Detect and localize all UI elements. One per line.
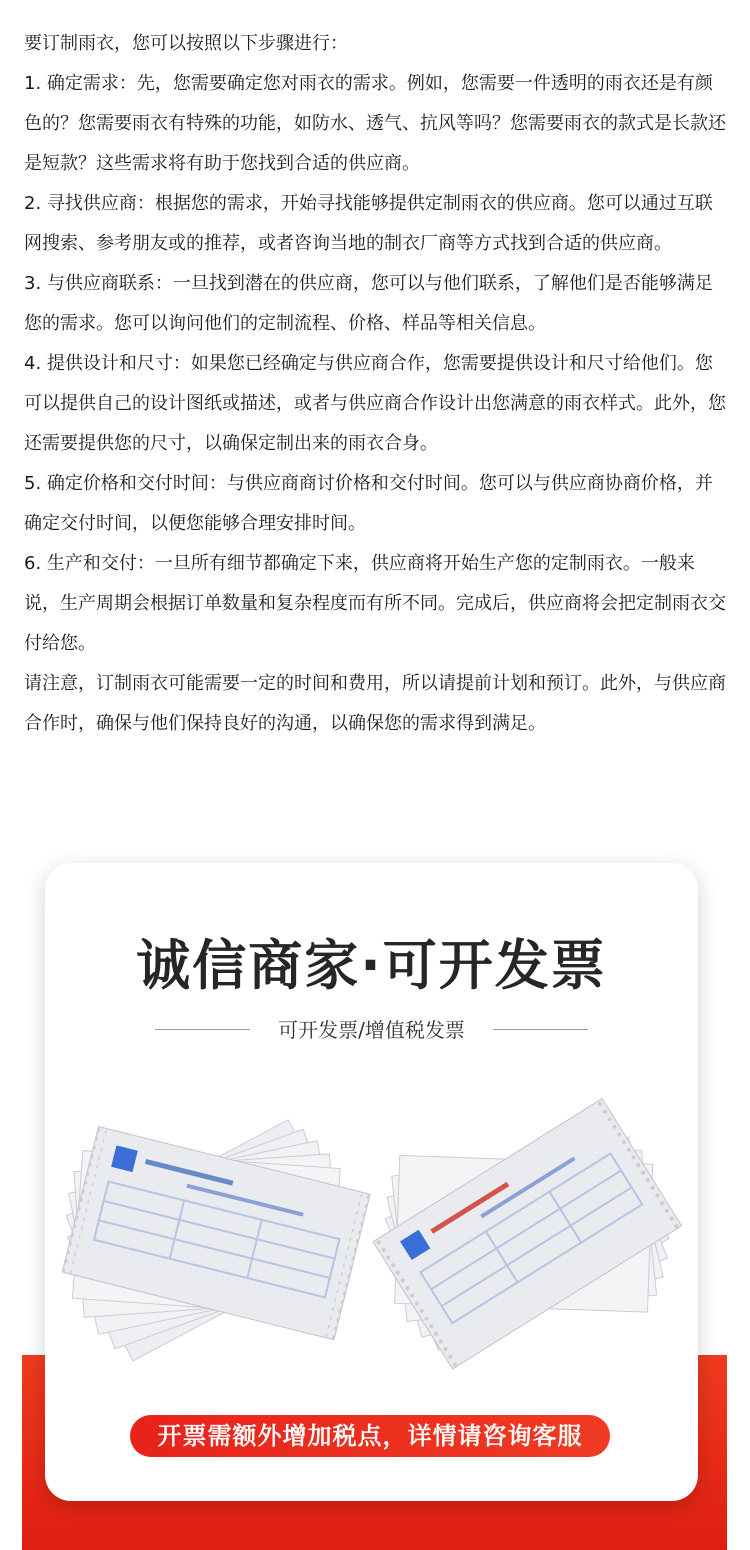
article xyxy=(24,24,729,744)
invoice-banner xyxy=(22,835,727,1550)
invoice-stack-illustration xyxy=(45,1088,698,1388)
article-step-2: 2. 寻找供应商：根据您的需求，开始寻找能够提供定制雨衣的供应商。您可以通过互联网搜索、参考朋友或的推荐，或者咨询当地的制衣厂商等方式找到合适的供应商。 xyxy=(24,193,713,254)
invoice-notice-badge: 开票需额外增加税点，详情请咨询客服 xyxy=(130,1415,610,1457)
article-step-4: 4. 提供设计和尺寸：如果您已经确定与供应商合作，您需要提供设计和尺寸给他们。您可以提供自己的设计图纸或描述，或者与供应商合作设计出您满意的雨衣样式。此外，您还需要提供您的尺寸，以确保定制出来的雨衣合身。 xyxy=(24,353,726,454)
banner-title: 诚信商家·可开发票 xyxy=(136,934,607,997)
article-step-3: 3. 与供应商联系：一旦找到潜在的供应商，您可以与他们联系，了解他们是否能够满足您的需求。您可以询问他们的定制流程、价格、样品等相关信息。 xyxy=(24,273,713,334)
article-intro: 要订制雨衣，您可以按照以下步骤进行： xyxy=(24,33,348,54)
subtitle-divider-right xyxy=(493,1029,588,1030)
article-step-1: 1. 确定需求：先，您需要确定您对雨衣的需求。例如，您需要一件透明的雨衣还是有颜色的？您需要雨衣有特殊的功能，如防水、透气、抗风等吗？您需要雨衣的款式是长款还是短款？这些需求将有助于您找到合适的供应商。 xyxy=(24,73,726,174)
article-step-5: 5. 确定价格和交付时间：与供应商商讨价格和交付时间。您可以与供应商协商价格，并确定交付时间，以便您能够合理安排时间。 xyxy=(24,473,713,534)
banner-subtitle-row xyxy=(45,1015,698,1045)
invoice-stack-right xyxy=(373,1099,681,1369)
article-note: 请注意，订制雨衣可能需要一定的时间和费用，所以请提前计划和预订。此外，与供应商合作时，确保与他们保持良好的沟通，以确保您的需求得到满足。 xyxy=(24,673,726,734)
article-step-6: 6. 生产和交付：一旦所有细节都确定下来，供应商将开始生产您的定制雨衣。一般来说，生产周期会根据订单数量和复杂程度而有所不同。完成后，供应商将会把定制雨衣交付给您。 xyxy=(24,553,726,654)
banner-subtitle: 可开发票/增值税发票 xyxy=(278,1018,465,1042)
banner-card xyxy=(45,863,698,1501)
invoice-stack-left xyxy=(62,1120,370,1361)
